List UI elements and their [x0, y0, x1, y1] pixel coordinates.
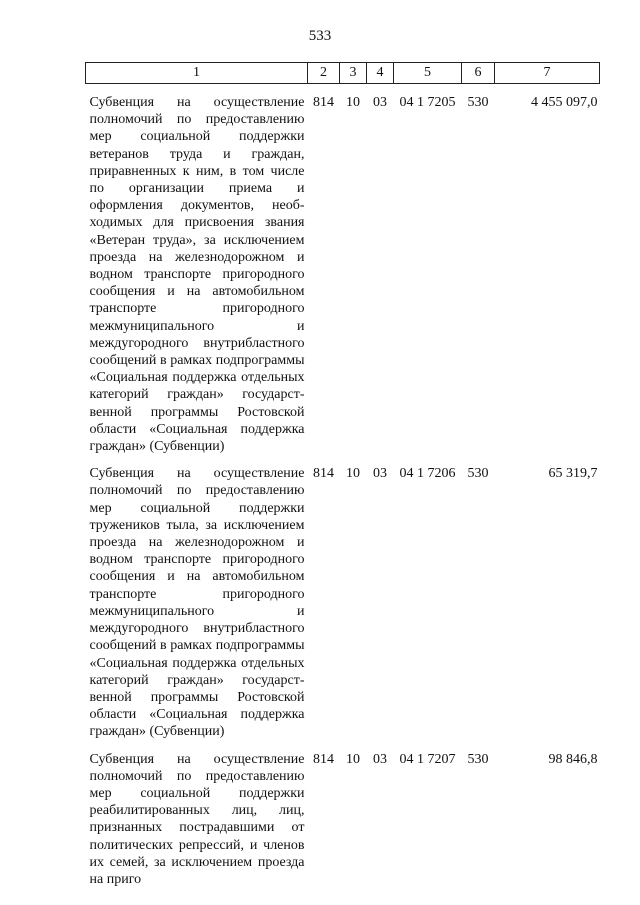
table-row	[86, 751, 600, 889]
section-code: 10	[346, 751, 360, 767]
row-name: Субвенция на осуществление полномочий по предоставлению мер социальной поддержки реабилитированных лиц, лиц, признанных пострадавшими от политических репрессий, и членов их семей, за исключением проезда на приго	[89, 751, 305, 887]
page-number: 533	[308, 28, 332, 44]
target-article-code: 04 1 7206	[399, 466, 456, 482]
amount: 4 455 097,0	[531, 95, 598, 110]
column-header-5: 5	[394, 63, 462, 84]
column-header-3: 3	[340, 63, 367, 84]
column-header-1: 1	[86, 63, 308, 84]
column-header-2: 2	[308, 63, 340, 84]
column-header-4: 4	[367, 63, 394, 84]
target-article-code: 04 1 7205	[399, 95, 456, 110]
section-code: 10	[346, 95, 360, 110]
budget-table	[85, 62, 600, 888]
amount: 98 846,8	[548, 751, 598, 767]
expense-type-code: 530	[467, 95, 489, 110]
ministry-code: 814	[313, 751, 334, 767]
table-header-row	[86, 63, 600, 84]
subsection-code: 03	[373, 95, 387, 110]
expense-type-code: 530	[467, 751, 489, 767]
expense-type-code: 530	[467, 466, 489, 482]
ministry-code: 814	[313, 95, 334, 110]
amount: 65 319,7	[548, 466, 598, 482]
row-name: Субвенция на осуществление полномочий по предоставлению мер социальной поддержки ветеранов труда и граждан, приравненных к ним, в том числе по организации приема и оформления документов, необходимых для присвоения звания «Ветеран труда», за исключением проезда на железнодорожном и водном транспорте пригородного сообщения и на автомобильном транспорте пригородного межмуниципального и междугородного внутрибластного сообщений в рамках подпрограммы «Социальная поддержка отдельных категорий граждан» государственной программы Ростовской области «Социальная поддержка граждан» (Субвенции)	[89, 95, 305, 455]
subsection-code: 03	[373, 466, 387, 482]
column-header-6: 6	[462, 63, 495, 84]
ministry-code: 814	[313, 466, 334, 482]
column-header-7: 7	[495, 63, 600, 84]
section-code: 10	[346, 466, 360, 482]
subsection-code: 03	[373, 751, 387, 767]
target-article-code: 04 1 7207	[399, 751, 456, 767]
row-name: Субвенция на осуществление полномочий по предоставлению мер социальной поддержки тружеников тыла, за исключением проезда на железнодорожном и водном транспорте пригородного сообщения и на автомобильном транспорте пригородного межмуниципального и междугородного внутрибластного сообщений в рамках подпрограммы «Социальная поддержка отдельных категорий граждан» государственной программы Ростовской области «Социальная поддержка граждан» (Субвенции)	[89, 466, 305, 740]
table-row	[86, 465, 600, 740]
table-row	[86, 94, 600, 455]
